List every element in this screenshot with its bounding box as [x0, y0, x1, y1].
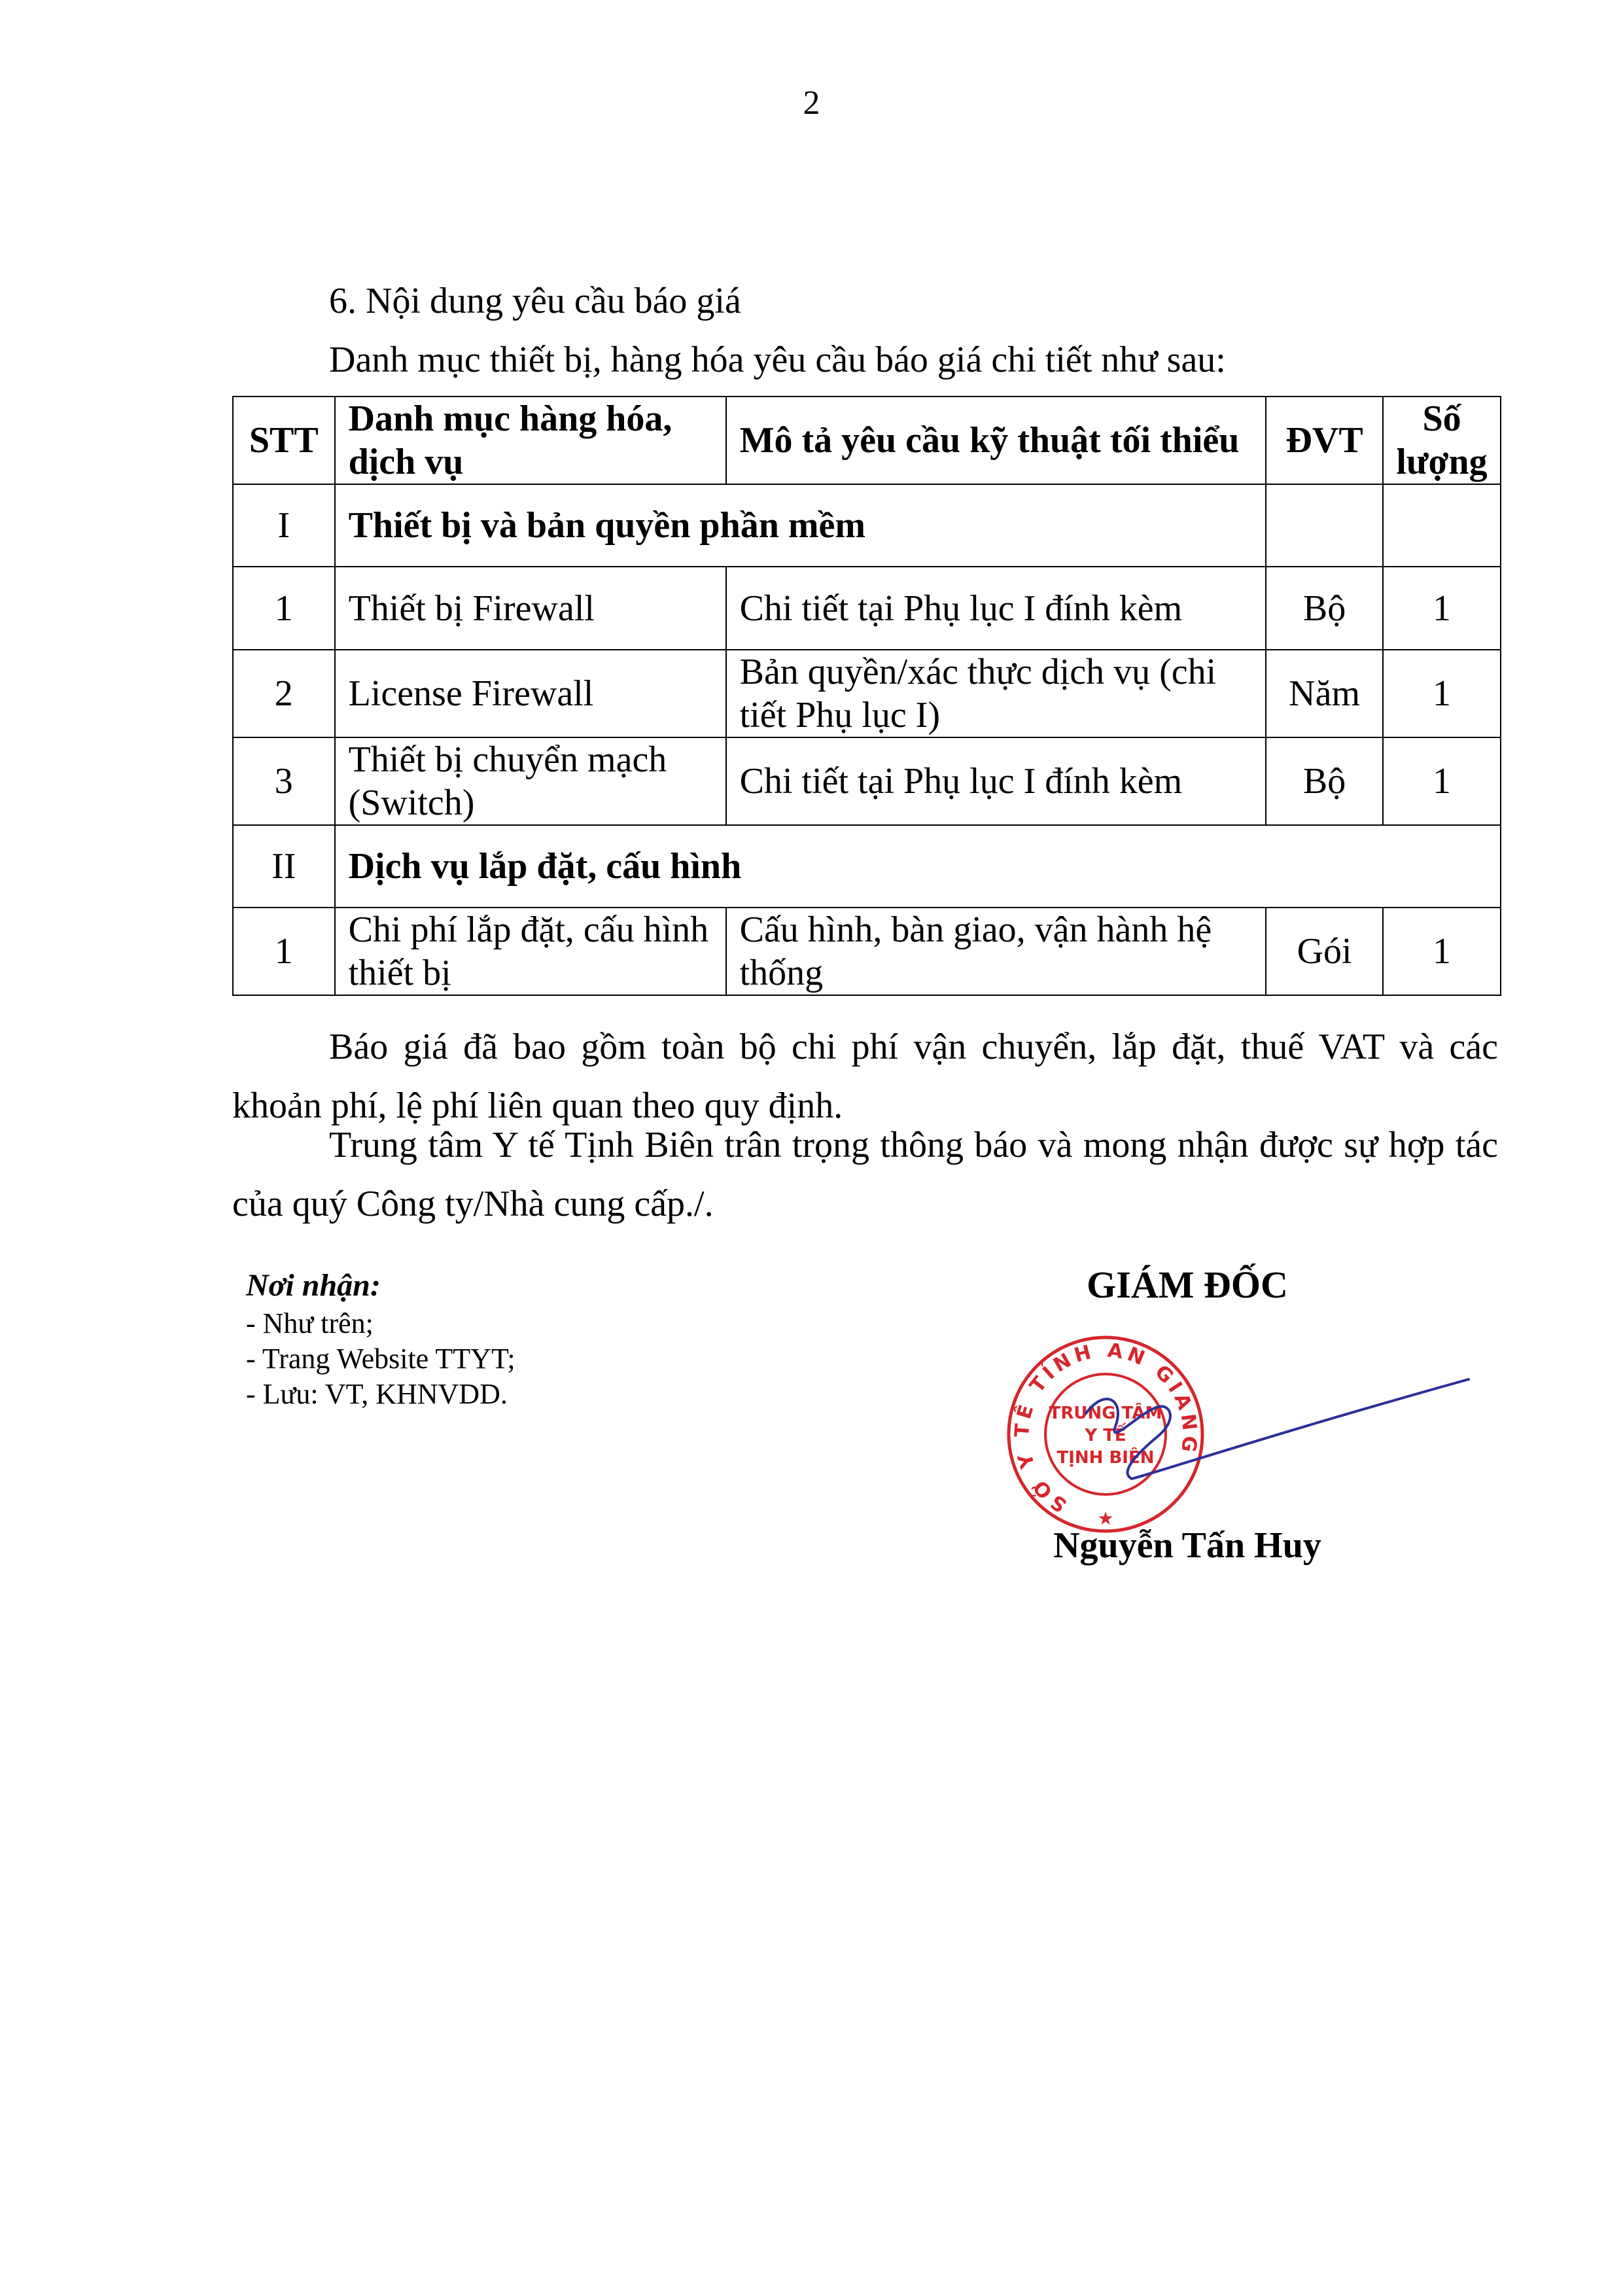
row-description: Chi tiết tại Phụ lục I đính kèm	[726, 567, 1266, 650]
header-description: Mô tả yêu cầu kỹ thuật tối thiểu	[726, 397, 1266, 484]
row-description: Cấu hình, bàn giao, vận hành hệ thống	[726, 908, 1266, 995]
section-row	[233, 825, 1501, 908]
row-quantity: 1	[1383, 737, 1501, 825]
recipient-item: - Trang Website TTYT;	[246, 1343, 515, 1375]
closing-text: Trung tâm Y tế Tịnh Biên trân trọng thông báo và mong nhận được sự hợp tác của quý Công ty/Nhà cung cấp./.	[232, 1125, 1498, 1224]
table-header-row	[233, 397, 1501, 484]
row-quantity: 1	[1383, 908, 1501, 995]
row-item: Chi phí lắp đặt, cấu hình thiết bị	[335, 908, 726, 995]
section-stt: II	[233, 825, 335, 908]
page-number: 2	[803, 84, 820, 122]
section-row	[233, 484, 1501, 567]
row-unit: Gói	[1266, 908, 1383, 995]
table-row	[233, 908, 1501, 995]
row-stt: 1	[233, 567, 335, 650]
signer-name: Nguyễn Tấn Huy	[1053, 1525, 1321, 1566]
stamp-line-1: TRUNG TÂM	[1049, 1404, 1162, 1423]
header-item: Danh mục hàng hóa, dịch vụ	[335, 397, 726, 484]
row-unit: Bộ	[1266, 737, 1383, 825]
row-unit: Năm	[1266, 650, 1383, 737]
stamp-line-3: TỊNH BIÊN	[1056, 1448, 1155, 1468]
price-note: Báo giá đã bao gồm toàn bộ chi phí vận chuyển, lắp đặt, thuế VAT và các khoản phí, lệ phí liên quan theo quy định.	[232, 1027, 1498, 1126]
row-item: Thiết bị chuyển mạch (Switch)	[335, 737, 726, 825]
recipient-item: - Lưu: VT, KHNVDD.	[246, 1378, 508, 1410]
recipients-block	[246, 1268, 515, 1412]
section-stt: I	[233, 484, 335, 567]
stamp-ring-text: SỞ Y TẾ TỈNH AN GIANG	[1010, 1339, 1202, 1517]
row-unit: Bộ	[1266, 567, 1383, 650]
empty-cell	[1383, 484, 1501, 567]
row-description: Bản quyền/xác thực dịch vụ (chi tiết Phụ lục I)	[726, 650, 1266, 737]
recipient-item: - Như trên;	[246, 1307, 374, 1339]
signer-title: GIÁM ĐỐC	[1087, 1263, 1288, 1306]
handwritten-signature	[1079, 1374, 1472, 1492]
table-row	[233, 650, 1501, 737]
empty-cell	[1266, 484, 1383, 567]
header-quantity: Số lượng	[1383, 397, 1501, 484]
row-description: Chi tiết tại Phụ lục I đính kèm	[726, 737, 1266, 825]
row-stt: 2	[233, 650, 335, 737]
section-title: Thiết bị và bản quyền phần mềm	[335, 484, 1266, 567]
row-stt: 3	[233, 737, 335, 825]
section-title: Dịch vụ lắp đặt, cấu hình	[335, 825, 1501, 908]
row-item: License Firewall	[335, 650, 726, 737]
row-quantity: 1	[1383, 567, 1501, 650]
intro-text: Danh mục thiết bị, hàng hóa yêu cầu báo giá chi tiết như sau:	[329, 340, 1226, 380]
recipients-title: Nơi nhận:	[246, 1268, 381, 1303]
header-stt: STT	[233, 397, 335, 484]
table-row	[233, 567, 1501, 650]
section-heading: 6. Nội dung yêu cầu báo giá	[329, 281, 741, 321]
stamp-line-2: Y TẾ	[1085, 1426, 1126, 1445]
row-quantity: 1	[1383, 650, 1501, 737]
row-stt: 1	[233, 908, 335, 995]
stamp-star-icon: ★	[1097, 1508, 1114, 1529]
table-row	[233, 737, 1501, 825]
row-item: Thiết bị Firewall	[335, 567, 726, 650]
quotation-table	[232, 396, 1501, 996]
header-unit: ĐVT	[1266, 397, 1383, 484]
